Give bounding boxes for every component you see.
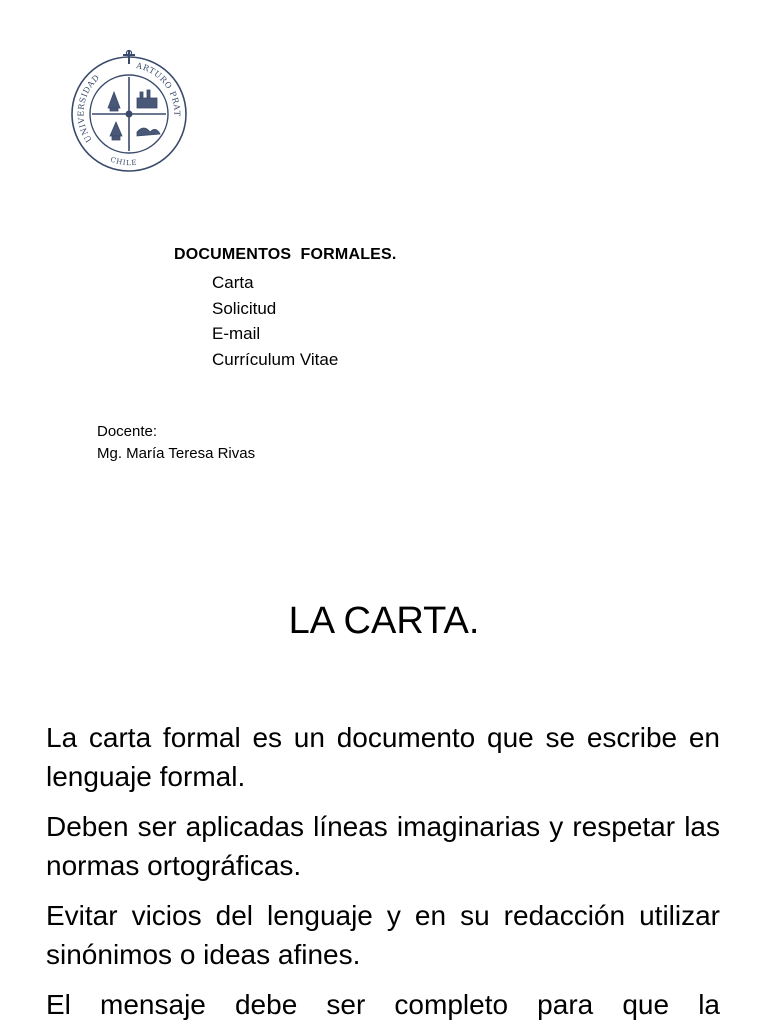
seal-text-left: UNIVERSIDAD [76, 72, 102, 144]
paragraph: Deben ser aplicadas líneas imaginarias y respetar las normas ortográficas. [46, 811, 720, 881]
list-item: E-mail [212, 324, 261, 343]
svg-text:CHILE [109, 155, 137, 167]
list-item: Currículum Vitae [212, 349, 339, 369]
list-item: Solicitud [212, 298, 277, 318]
paragraph: La carta formal es un documento que se escribe en lenguaje formal. [46, 722, 720, 792]
section-title: LA CARTA. [288, 600, 480, 642]
documents-list [174, 270, 397, 372]
paragraph: El mensaje debe ser completo para que la [46, 989, 720, 1020]
teacher-label: Docente: [97, 423, 158, 440]
list-item: Carta [212, 273, 254, 292]
documents-heading-block [174, 246, 397, 372]
seal-text-bottom: CHILE [109, 155, 138, 168]
seal-text-right: ARTURO PRAT [135, 61, 182, 117]
university-seal [70, 48, 188, 176]
paragraph: Evitar vicios del lenguaje y en su redacción utilizar sinónimos o ideas afines. [46, 900, 720, 970]
body-text [46, 718, 720, 1035]
seal-emblem-icon [70, 48, 188, 176]
teacher-info [97, 421, 255, 465]
documents-title: DOCUMENTOS FORMALES. [174, 246, 397, 263]
teacher-name: Mg. María Teresa Rivas [97, 445, 256, 462]
